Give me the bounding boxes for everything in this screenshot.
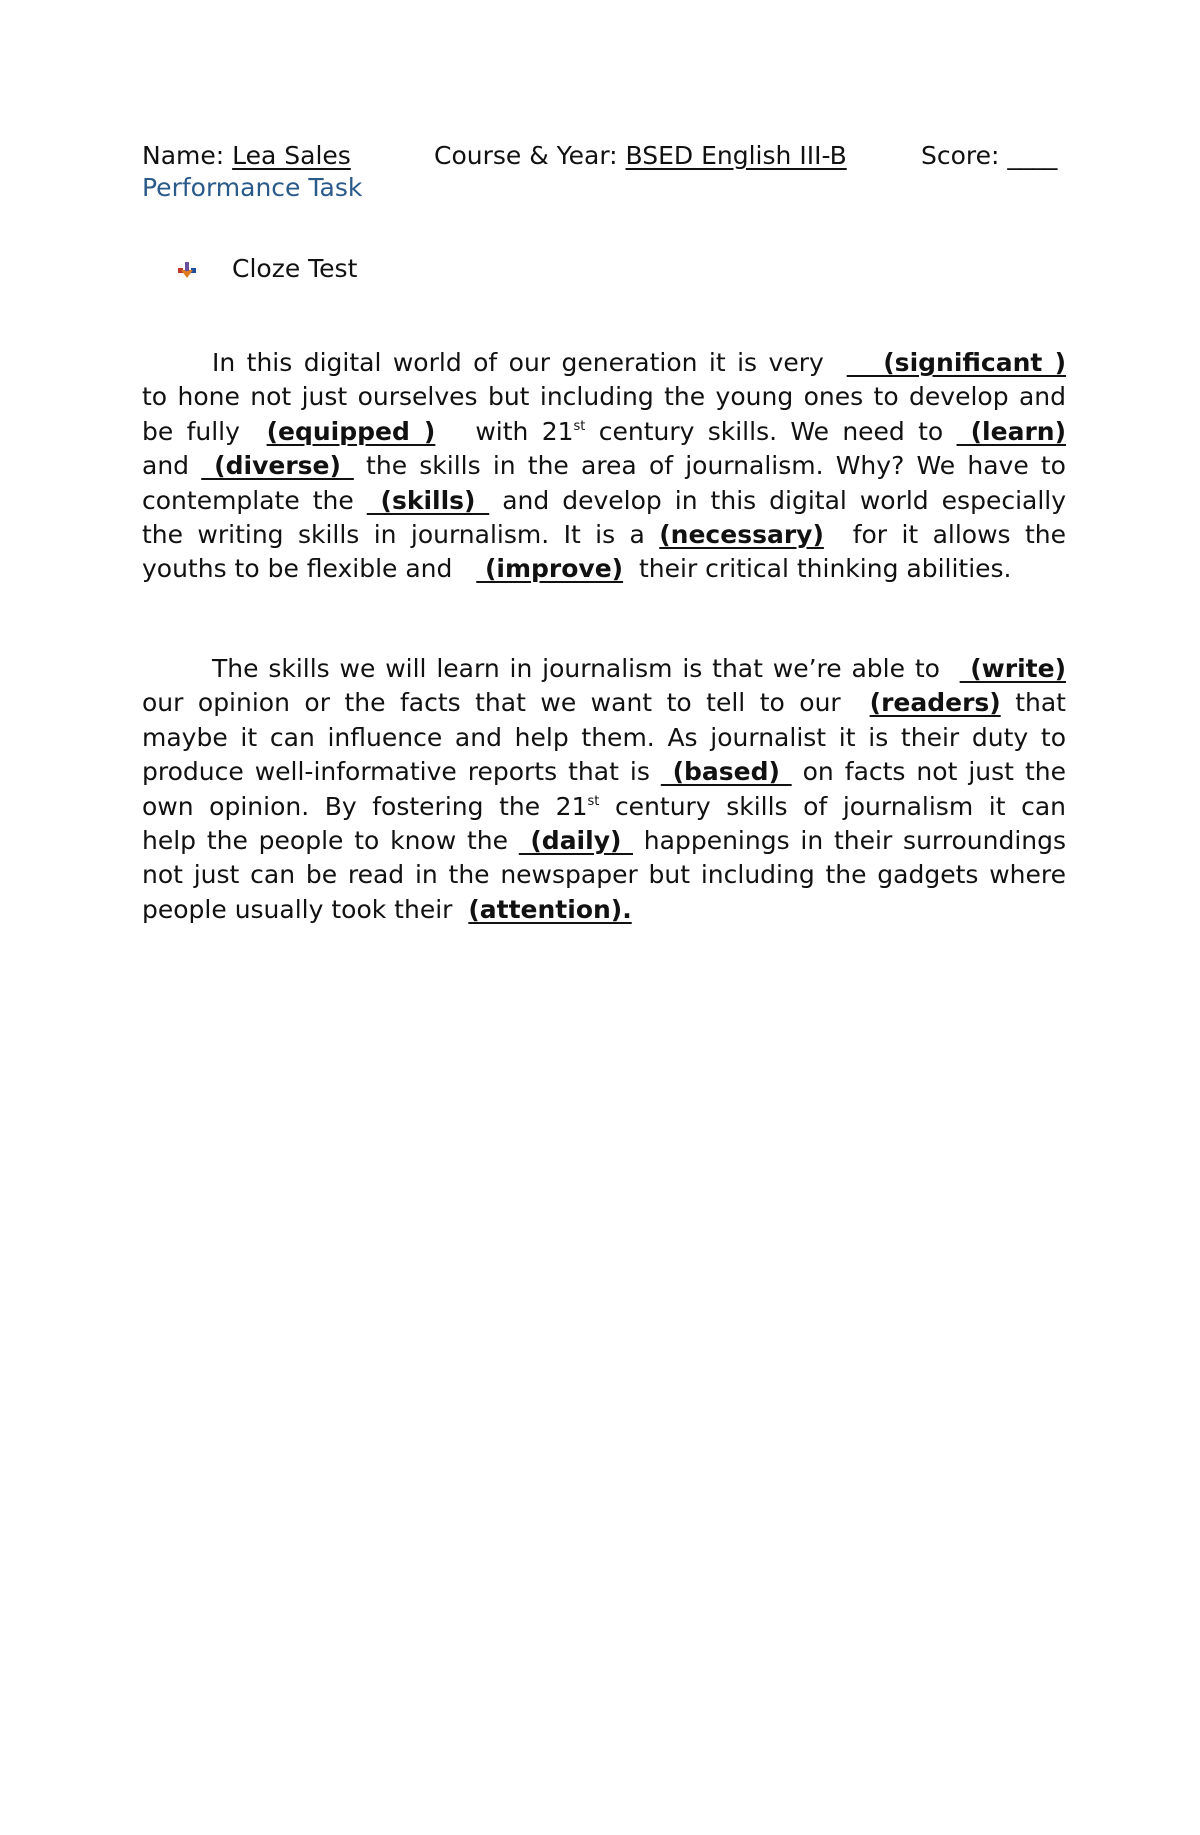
paragraph-line [142,721,1066,755]
paragraph-line [142,346,1066,380]
text-span: happenings in their surroundings [643,825,1067,855]
paragraph-line [142,380,1066,414]
answer-blank: (skills) [366,485,490,515]
text-span: be fully [142,416,240,446]
answer-blank: (based) [660,757,792,787]
name-value: Lea Sales [232,141,351,170]
paragraph-line [142,552,1066,586]
answer-blank: (write) [959,654,1066,683]
paragraph-line [142,415,1066,449]
paragraph-line [142,893,1066,927]
text-span: and [142,451,190,481]
course-value: BSED English III-B [625,141,847,170]
paragraph-1 [142,346,1066,587]
text-span: help the people to know the [142,825,508,855]
paragraph-line [142,518,1066,552]
paragraph-line [142,686,1066,720]
answer-blank: (diverse) [201,451,354,481]
paragraph-line [142,858,1066,892]
course-field [434,140,847,172]
text-span: and develop in this digital world especially [502,485,1067,515]
score-blank: ____ [1007,141,1058,170]
paragraph-line [142,824,1066,858]
score-field [921,140,1057,172]
text-span: The skills we will learn in journalism is that we’re able to [212,654,940,683]
text-span: maybe it can influence and help them. As journalist it is their duty to [142,722,1066,752]
text-span: youths to be flexible and [142,554,453,584]
text-span: our opinion or the facts that we want to tell to our [142,688,841,718]
superscript: st [587,793,600,809]
answer-blank: (attention). [468,894,632,924]
arrow-down-bullet-icon [176,258,198,280]
paragraph-line [142,755,1066,789]
paragraph-line [142,652,1066,686]
answer-blank: (significant ) [846,348,1066,377]
text-span: the writing skills in journalism. It is a [142,519,645,549]
text-span: to hone not just ourselves but including the young ones to develop and [142,382,1066,412]
text-span: for it allows the [852,519,1066,549]
page-subtitle: Performance Task [142,173,363,202]
text-span: century skills. We need to [598,416,944,446]
superscript: st [573,418,586,434]
answer-blank: (readers) [869,688,1001,718]
text-span: on facts not just the [802,757,1066,787]
score-label: Score: [921,141,1008,170]
text-span: century skills of journalism it can [614,791,1066,821]
answer-blank: (equipped ) [266,416,436,446]
text-span: not just can be read in the newspaper but including the gadgets where [142,860,1066,890]
answer-blank: (necessary) [659,519,824,549]
answer-blank: (improve) [476,554,624,584]
answer-blank: (learn) [956,416,1066,446]
paragraph-line [142,790,1066,824]
text-span: their critical thinking abilities. [638,554,1012,584]
text-span: produce well-informative reports that is [142,757,650,787]
paragraph-line [142,484,1066,518]
course-label: Course & Year: [434,141,626,170]
answer-blank: (daily) [518,825,633,855]
text-span: In this digital world of our generation it is very [212,348,824,377]
text-span: people usually took their [142,894,453,924]
bullet-label: Cloze Test [232,254,358,283]
text-span: own opinion. By fostering the 21 [142,791,588,821]
name-field [142,140,351,172]
paragraph-2 [142,652,1066,927]
text-span: with 21 [475,416,574,446]
text-span: contemplate the [142,485,354,515]
bullet-item [176,252,357,286]
paragraph-line [142,449,1066,483]
text-span: the skills in the area of journalism. Why? We have to [366,451,1066,481]
text-span: that [1015,688,1066,718]
name-label: Name: [142,141,233,170]
